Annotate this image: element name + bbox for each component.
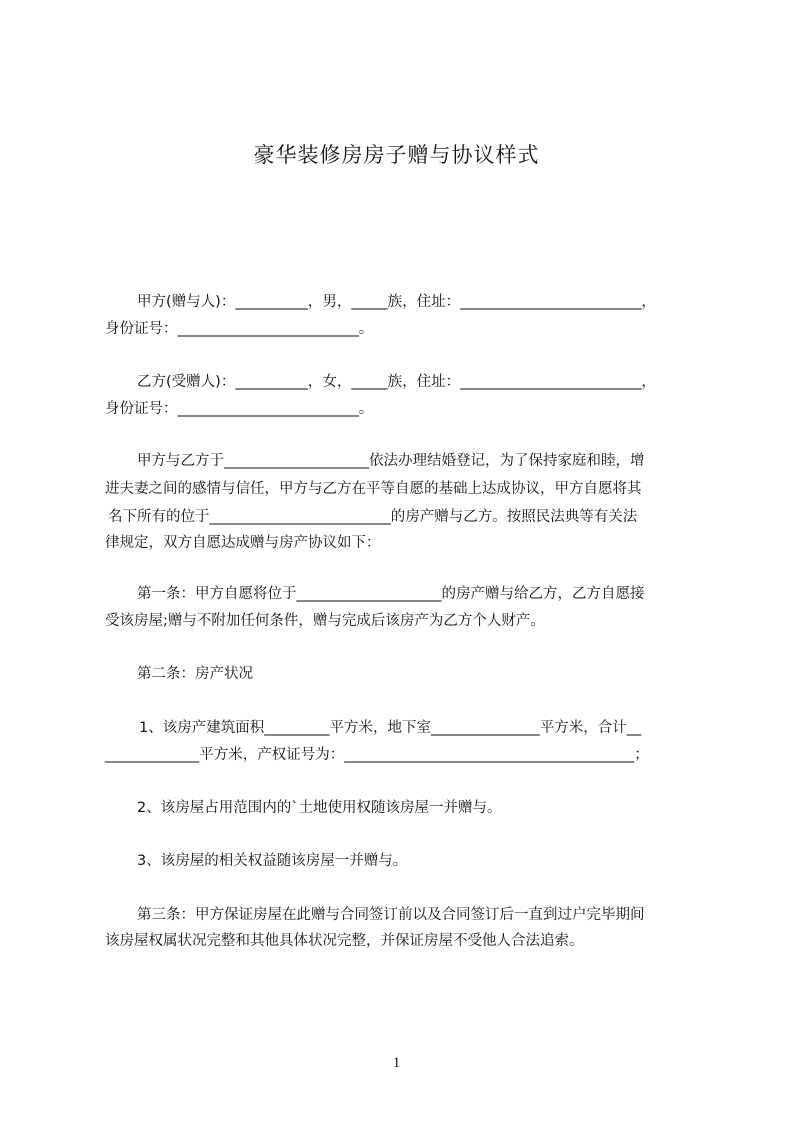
article-2-item-1-line-1: 1、该房产建筑面积_________平方米，地下室_______________平方米，合计__: [139, 720, 642, 736]
article-2-heading: 第二条：房产状况: [137, 666, 253, 682]
document-title: 豪华装修房房子赠与协议样式: [253, 143, 540, 167]
preamble-line-3: 名下所有的位于_________________________的房产赠与乙方。按照民法典等有关法: [108, 509, 638, 525]
party-b-line-1: 乙方(受赠人)：__________，女，_____族，住址：_________________________，: [137, 374, 656, 390]
preamble-line-4: 律规定，双方自愿达成赠与房产协议如下：: [105, 535, 381, 551]
article-3-line-2: 该房屋权属状况完整和其他具体状况完整，并保证房屋不受他人合法追索。: [105, 933, 584, 949]
party-a-line-2: 身份证号：_________________________。: [105, 321, 374, 337]
article-2-item-1-line-2: _____________平方米，产权证号为：________________________________________；: [105, 747, 649, 763]
article-1-line-1: 第一条：甲方自愿将位于____________________的房产赠与给乙方，乙方自愿接: [137, 586, 645, 602]
article-1-line-2: 受该房屋;赠与不附加任何条件，赠与完成后该房产为乙方个人财产。: [105, 613, 545, 629]
article-3-line-1: 第三条：甲方保证房屋在此赠与合同签订前以及合同签订后一直到过户完毕期间: [137, 907, 645, 923]
party-a-line-1: 甲方(赠与人)：__________，男，_____族，住址：_________________________，: [137, 294, 656, 310]
party-b-line-2: 身份证号：_________________________。: [105, 401, 374, 417]
preamble-line-1: 甲方与乙方于____________________依法办理结婚登记，为了保持家庭和睦，增: [137, 453, 645, 469]
preamble-line-2: 进夫妻之间的感情与信任，甲方与乙方在平等自愿的基础上达成协议，甲方自愿将其: [105, 481, 642, 497]
article-2-item-2: 2、该房屋占用范围内的`土地使用权随该房屋一并赠与。: [137, 800, 502, 816]
article-2-item-3: 3、该房屋的相关权益随该房屋一并赠与。: [137, 853, 408, 869]
page-number: 1: [392, 1055, 401, 1071]
